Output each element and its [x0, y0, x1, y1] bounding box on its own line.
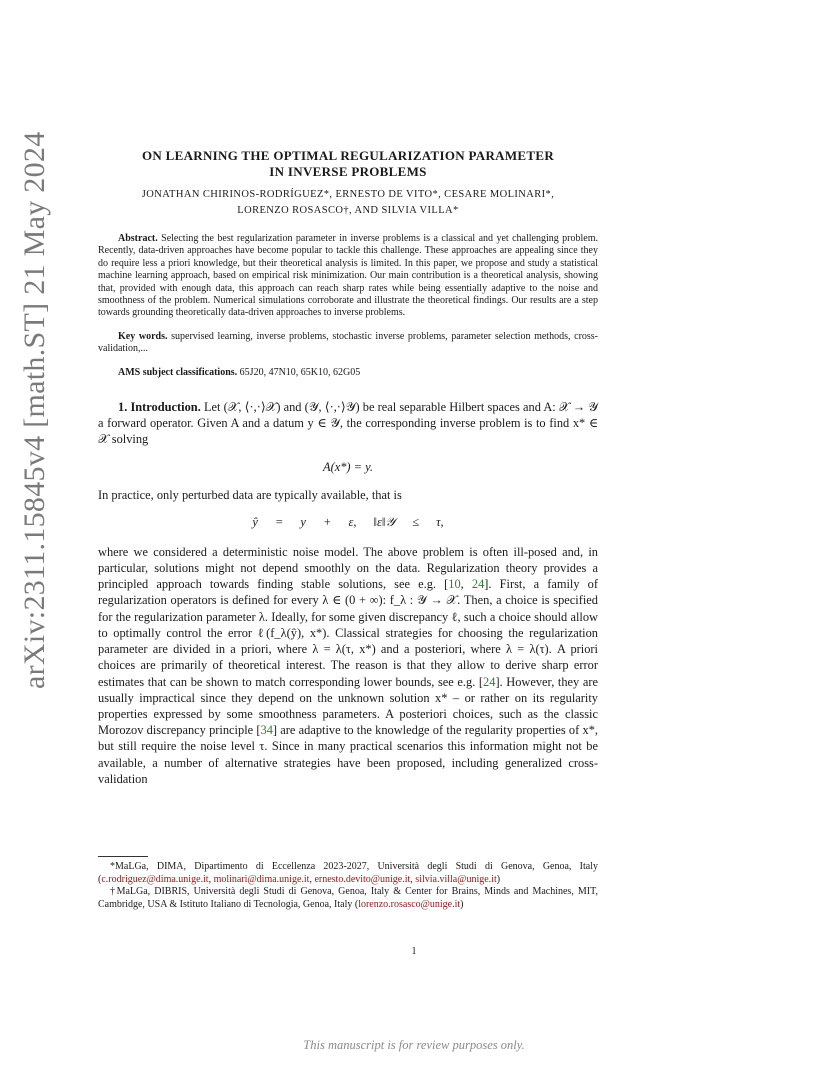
title-line-1: ON LEARNING THE OPTIMAL REGULARIZATION PARAMETER: [141, 148, 555, 163]
abstract-text: Selecting the best regularization parameter in inverse problems is a classical and yet challenging problem. Recently, data-driven approaches have become popular to tackle this challenge. These approaches are appealing since they do require less a priori knowledge, but their theoretical analysis is limited. In this paper, we propose and study a statistical machine learning approach, based on empirical risk minimization. Our main contribution is a theoretical analysis, showing that, provided with enough data, this approach can reach sharp rates while being essentially adaptive to the noise and smoothness of the problem. Numerical simulations corroborate and illustrate the theoretical findings. Our results are a step towards grounding theoretically data-driven approaches to inverse problems.: [98, 233, 598, 319]
footnote-1: *MaLGa, DIMA, Dipartimento di Eccellenza 2023-2027, Università degli Studi di Genova, Genoa, Italy (c.rodriguez@dima.unige.it, molinari@dima.unige.it, ernesto.devito@unige.it, silvia.villa@unige.it): [98, 861, 598, 885]
abstract-label: Abstract.: [118, 233, 158, 244]
citation-link[interactable]: 24: [471, 577, 485, 592]
authors-line-1: JONATHAN CHIRINOS-RODRÍGUEZ*, ERNESTO DE VITO*, CESARE MOLINARI*,: [141, 189, 555, 200]
intro-paragraph: [98, 399, 598, 448]
equation-1: A(x*) = y.: [323, 459, 373, 474]
keywords-text: supervised learning, inverse problems, stochastic inverse problems, parameter selection methods, cross-validation,...: [98, 330, 599, 355]
email-link[interactable]: molinari@dima.unige.it: [213, 873, 310, 885]
authors: [98, 187, 598, 219]
footnote-rule: [98, 856, 148, 857]
ams-text: 65J20, 47N10, 65K10, 62G05: [239, 366, 361, 378]
keywords-label: Key words.: [118, 330, 168, 342]
intro-text: Let (𝒳, ⟨·,·⟩𝒳) and (𝒴, ⟨·,·⟩𝒴) be real separable Hilbert spaces and A: 𝒳 → 𝒴 a forward operator. Given A and a datum y ∈ 𝒴, the corresponding inverse problem is to find x* ∈ 𝒳 solving: [98, 400, 598, 447]
citation-link[interactable]: 24: [483, 674, 496, 689]
page-number: 1: [411, 946, 417, 957]
paragraph-2: In practice, only perturbed data are typically available, that is: [98, 487, 402, 502]
keywords: [98, 331, 598, 356]
authors-line-2: LORENZO ROSASCO†, AND SILVIA VILLA*: [237, 205, 459, 216]
footnote-2: †MaLGa, DIBRIS, Università degli Studi di Genova, Genoa, Italy & Center for Brains, Minds and Machines, MIT, Cambridge, USA & Istituto Italiano di Tecnologia, Genoa, Italy (lorenzo.rosasco@unige.it): [98, 886, 598, 910]
citation-link[interactable]: 10: [448, 577, 461, 592]
arxiv-identifier: arXiv:2311.15845v4 [math.ST] 21 May 2024: [18, 131, 51, 689]
email-link[interactable]: ernesto.devito@unige.it: [314, 873, 411, 885]
equation-2: ŷ = y + ε, ‖ε‖𝒴 ≤ τ,: [252, 514, 444, 529]
arxiv-sidebar: [10, 0, 70, 1072]
title-line-2: IN INVERSE PROBLEMS: [269, 164, 427, 179]
paragraph-3: where we considered a deterministic noise model. The above problem is often ill-posed and, in particular, solutions might not depend smoothly on the data. Regularization theory provides a principled approach towards finding stable solutions, see e.g. [10, 24]. First, a family of regularization operators is defined for every λ ∈ (0 + ∞): f_λ : 𝒴 → 𝒳. Then, a choice is specified for the regularization parameter λ. Ideally, for some given discrepancy ℓ, such a choice should allow to optimally control the error ℓ(f_λ(ŷ), x*). Classical strategies for choosing the regularization parameter are divided in a priori, where λ = λ(τ, x*) and a posteriori, where λ = λ(τ). A priori choices are primarily of theoretical interest. The reason is that they allow to derive sharp error estimates that can be shown to match corresponding lower bounds, see e.g. [24]. However, they are usually impractical since they depend on the unknown solution x* – or rather on its regularity properties expressed by some smoothness parameters. A posteriori choices, such as the classic Morozov discrepancy principle [34] are adaptive to the knowledge of the regularity properties of x*, but still require the noise level τ. Since in many practical scenarios this information might not be available, a number of alternative strategies have been proposed, including generalized cross-validation: [98, 544, 598, 786]
email-link[interactable]: c.rodriguez@dima.unige.it: [101, 873, 209, 885]
paper-title: [98, 148, 598, 180]
ams-label: AMS subject classifications.: [118, 366, 238, 378]
review-notice: This manuscript is for review purposes only.: [303, 1038, 525, 1052]
footnotes: [98, 856, 598, 911]
abstract: [98, 233, 598, 320]
email-link[interactable]: silvia.villa@unige.it: [415, 873, 497, 885]
ams-classifications: [98, 367, 598, 379]
email-link[interactable]: lorenzo.rosasco@unige.it: [358, 898, 461, 910]
citation-link[interactable]: 34: [260, 723, 273, 738]
section-heading: 1. Introduction.: [118, 400, 201, 415]
paper-page: [98, 148, 598, 787]
